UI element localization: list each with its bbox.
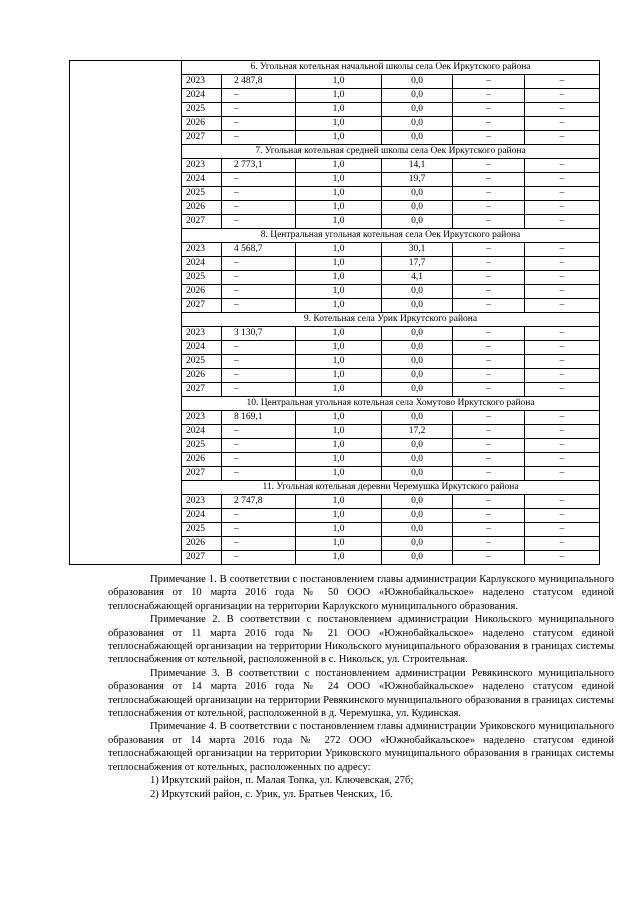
year-cell: 2026	[182, 369, 222, 383]
value-cell: –	[525, 551, 600, 565]
value-cell: –	[222, 341, 296, 355]
value-cell: 1,0	[296, 467, 382, 481]
value-cell: –	[453, 159, 525, 173]
value-cell: 0,0	[382, 509, 453, 523]
value-cell: 14,1	[382, 159, 453, 173]
value-cell: –	[453, 383, 525, 397]
value-cell: 1,0	[296, 551, 382, 565]
value-cell: –	[222, 187, 296, 201]
value-cell: –	[525, 75, 600, 89]
value-cell: –	[222, 453, 296, 467]
value-cell: 1,0	[296, 159, 382, 173]
section-title: 11. Угольная котельная деревни Черемушка Иркутского района	[182, 481, 600, 495]
section-title: 6. Угольная котельная начальной школы села Оек Иркутского района	[182, 61, 600, 75]
value-cell: 0,0	[382, 187, 453, 201]
value-cell: –	[525, 537, 600, 551]
year-cell: 2025	[182, 187, 222, 201]
value-cell: 1,0	[296, 341, 382, 355]
value-cell: –	[453, 75, 525, 89]
value-cell: –	[222, 215, 296, 229]
year-cell: 2023	[182, 327, 222, 341]
value-cell: –	[453, 439, 525, 453]
value-cell: 30,1	[382, 243, 453, 257]
value-cell: 0,0	[382, 103, 453, 117]
value-cell: 0,0	[382, 355, 453, 369]
value-cell: 1,0	[296, 369, 382, 383]
value-cell: 0,0	[382, 215, 453, 229]
value-cell: –	[525, 369, 600, 383]
value-cell: –	[525, 327, 600, 341]
year-cell: 2023	[182, 159, 222, 173]
value-cell: –	[453, 341, 525, 355]
value-cell: –	[525, 89, 600, 103]
year-cell: 2026	[182, 201, 222, 215]
value-cell: 1,0	[296, 355, 382, 369]
value-cell: 0,0	[382, 439, 453, 453]
value-cell: –	[222, 103, 296, 117]
value-cell: 0,0	[382, 131, 453, 145]
year-cell: 2026	[182, 453, 222, 467]
value-cell: 0,0	[382, 495, 453, 509]
notes-block	[108, 573, 614, 801]
value-cell: 1,0	[296, 117, 382, 131]
value-cell: 17,2	[382, 425, 453, 439]
value-cell: 0,0	[382, 537, 453, 551]
value-cell: 0,0	[382, 551, 453, 565]
value-cell: –	[222, 201, 296, 215]
value-cell: 0,0	[382, 285, 453, 299]
value-cell: –	[525, 425, 600, 439]
value-cell: –	[453, 299, 525, 313]
value-cell: 0,0	[382, 327, 453, 341]
value-cell: 4,1	[382, 271, 453, 285]
year-cell: 2024	[182, 425, 222, 439]
value-cell: 1,0	[296, 411, 382, 425]
side-column-cell	[70, 61, 182, 565]
value-cell: 0,0	[382, 341, 453, 355]
heat-supply-table	[69, 60, 600, 565]
value-cell: –	[525, 523, 600, 537]
value-cell: 1,0	[296, 425, 382, 439]
value-cell: –	[525, 411, 600, 425]
value-cell: –	[525, 215, 600, 229]
year-cell: 2027	[182, 215, 222, 229]
value-cell: 0,0	[382, 201, 453, 215]
value-cell: 1,0	[296, 495, 382, 509]
value-cell: –	[222, 257, 296, 271]
value-cell: 0,0	[382, 89, 453, 103]
value-cell: 1,0	[296, 215, 382, 229]
value-cell: 1,0	[296, 131, 382, 145]
value-cell: –	[222, 523, 296, 537]
value-cell: –	[525, 117, 600, 131]
value-cell: –	[525, 257, 600, 271]
year-cell: 2025	[182, 103, 222, 117]
value-cell: –	[525, 103, 600, 117]
value-cell: –	[453, 271, 525, 285]
value-cell: –	[525, 355, 600, 369]
value-cell: 2 747,8	[222, 495, 296, 509]
value-cell: 0,0	[382, 75, 453, 89]
value-cell: 0,0	[382, 453, 453, 467]
value-cell: –	[525, 495, 600, 509]
year-cell: 2027	[182, 383, 222, 397]
year-cell: 2024	[182, 89, 222, 103]
value-cell: –	[453, 201, 525, 215]
value-cell: 1,0	[296, 523, 382, 537]
note-2: Примечание 2. В соответствии с постановлением администрации Никольского муниципального образования от 11 марта 2016 года № 21 ООО «Южнобайкальское» наделено статусом единой теплоснабжающей организации на территории Никольского муниципального образования в границах системы теплоснабжения от котельной, расположенной в с. Никольск, ул. Строительная.	[108, 614, 614, 666]
section-title: 9. Котельная села Урик Иркутского района	[182, 313, 600, 327]
value-cell: 0,0	[382, 299, 453, 313]
year-cell: 2025	[182, 439, 222, 453]
value-cell: –	[525, 341, 600, 355]
year-cell: 2023	[182, 75, 222, 89]
value-cell: 4 568,7	[222, 243, 296, 257]
value-cell: –	[453, 215, 525, 229]
value-cell: 0,0	[382, 411, 453, 425]
value-cell: –	[453, 187, 525, 201]
value-cell: –	[453, 425, 525, 439]
value-cell: 1,0	[296, 509, 382, 523]
value-cell: –	[453, 495, 525, 509]
value-cell: –	[525, 271, 600, 285]
value-cell: –	[222, 285, 296, 299]
value-cell: –	[453, 327, 525, 341]
value-cell: –	[222, 271, 296, 285]
note-4: Примечание 4. В соответствии с постановлением главы администрации Уриковского муниципального образования от 14 марта 2016 года № 272 ООО «Южнобайкальское» наделено статусом единой теплоснабжающей организации на территории Уриковского муниципального образования в границах системы теплоснабжения от котельных, расположенных по адресу:	[108, 721, 614, 773]
value-cell: 1,0	[296, 537, 382, 551]
address-2: 2) Иркутский район, с. Урик, ул. Братьев Ченских, 1б.	[150, 788, 393, 800]
year-cell: 2023	[182, 411, 222, 425]
value-cell: –	[453, 285, 525, 299]
value-cell: –	[525, 467, 600, 481]
value-cell: –	[453, 523, 525, 537]
value-cell: –	[453, 369, 525, 383]
value-cell: 19,7	[382, 173, 453, 187]
value-cell: –	[453, 243, 525, 257]
value-cell: 0,0	[382, 383, 453, 397]
value-cell: 0,0	[382, 467, 453, 481]
value-cell: –	[453, 551, 525, 565]
value-cell: 1,0	[296, 75, 382, 89]
value-cell: –	[453, 257, 525, 271]
value-cell: –	[453, 89, 525, 103]
value-cell: –	[525, 439, 600, 453]
value-cell: –	[222, 509, 296, 523]
value-cell: 17,7	[382, 257, 453, 271]
section-title: 8. Центральная угольная котельная села Оек Иркутского района	[182, 229, 600, 243]
value-cell: –	[222, 89, 296, 103]
value-cell: –	[525, 131, 600, 145]
value-cell: 1,0	[296, 187, 382, 201]
value-cell: –	[222, 299, 296, 313]
year-cell: 2026	[182, 117, 222, 131]
value-cell: –	[453, 509, 525, 523]
year-cell: 2025	[182, 355, 222, 369]
value-cell: –	[453, 131, 525, 145]
value-cell: 1,0	[296, 271, 382, 285]
value-cell: 1,0	[296, 383, 382, 397]
value-cell: –	[453, 173, 525, 187]
value-cell: –	[222, 117, 296, 131]
value-cell: 0,0	[382, 369, 453, 383]
value-cell: –	[525, 285, 600, 299]
year-cell: 2023	[182, 495, 222, 509]
value-cell: 1,0	[296, 173, 382, 187]
value-cell: 1,0	[296, 243, 382, 257]
value-cell: 2 487,8	[222, 75, 296, 89]
value-cell: –	[453, 467, 525, 481]
year-cell: 2024	[182, 173, 222, 187]
value-cell: –	[453, 103, 525, 117]
value-cell: 0,0	[382, 117, 453, 131]
value-cell: –	[525, 383, 600, 397]
value-cell: 0,0	[382, 523, 453, 537]
value-cell: 1,0	[296, 327, 382, 341]
note-1: Примечание 1. В соответствии с постановлением главы администрации Карлукского муниципального образования от 10 марта 2016 года № 50 ООО «Южнобайкальское» наделено статусом единой теплоснабжающей организации на территории Карлукского муниципального образования.	[108, 574, 614, 612]
value-cell: –	[525, 453, 600, 467]
value-cell: –	[222, 537, 296, 551]
year-cell: 2023	[182, 243, 222, 257]
value-cell: 2 773,1	[222, 159, 296, 173]
value-cell: –	[453, 411, 525, 425]
value-cell: –	[525, 243, 600, 257]
section-header-row	[70, 61, 600, 75]
value-cell: –	[222, 425, 296, 439]
section-title: 7. Угольная котельная средней школы села Оек Иркутского района	[182, 145, 600, 159]
value-cell: –	[222, 551, 296, 565]
value-cell: –	[222, 439, 296, 453]
value-cell: 1,0	[296, 299, 382, 313]
value-cell: 1,0	[296, 89, 382, 103]
value-cell: 3 130,7	[222, 327, 296, 341]
value-cell: –	[222, 173, 296, 187]
value-cell: 8 169,1	[222, 411, 296, 425]
year-cell: 2024	[182, 257, 222, 271]
year-cell: 2025	[182, 523, 222, 537]
value-cell: –	[222, 369, 296, 383]
value-cell: 1,0	[296, 257, 382, 271]
year-cell: 2024	[182, 509, 222, 523]
value-cell: –	[453, 117, 525, 131]
value-cell: –	[525, 201, 600, 215]
year-cell: 2027	[182, 551, 222, 565]
value-cell: –	[525, 299, 600, 313]
value-cell: –	[222, 355, 296, 369]
value-cell: –	[222, 467, 296, 481]
value-cell: –	[525, 509, 600, 523]
value-cell: 1,0	[296, 103, 382, 117]
address-1: 1) Иркутский район, п. Малая Топка, ул. Ключевская, 27б;	[150, 775, 414, 787]
year-cell: 2025	[182, 271, 222, 285]
year-cell: 2024	[182, 341, 222, 355]
note-3: Примечание 3. В соответствии с постановлением администрации Ревякинского муниципального образования от 14 марта 2016 года № 24 ООО «Южнобайкальское» наделено статусом единой теплоснабжающей организации на территории Ревякинского муниципального образования в границах системы теплоснабжения от котельной, расположенной в д. Черемушка, ул. Кудинская.	[108, 667, 614, 720]
year-cell: 2026	[182, 285, 222, 299]
value-cell: –	[453, 355, 525, 369]
value-cell: –	[453, 453, 525, 467]
value-cell: 1,0	[296, 453, 382, 467]
year-cell: 2027	[182, 131, 222, 145]
value-cell: 1,0	[296, 201, 382, 215]
section-title: 10. Центральная угольная котельная села Хомутово Иркутского района	[182, 397, 600, 411]
value-cell: –	[222, 383, 296, 397]
year-cell: 2026	[182, 537, 222, 551]
value-cell: –	[525, 187, 600, 201]
value-cell: –	[525, 173, 600, 187]
value-cell: 1,0	[296, 285, 382, 299]
value-cell: –	[525, 159, 600, 173]
value-cell: –	[222, 131, 296, 145]
year-cell: 2027	[182, 299, 222, 313]
value-cell: 1,0	[296, 439, 382, 453]
value-cell: –	[453, 537, 525, 551]
year-cell: 2027	[182, 467, 222, 481]
